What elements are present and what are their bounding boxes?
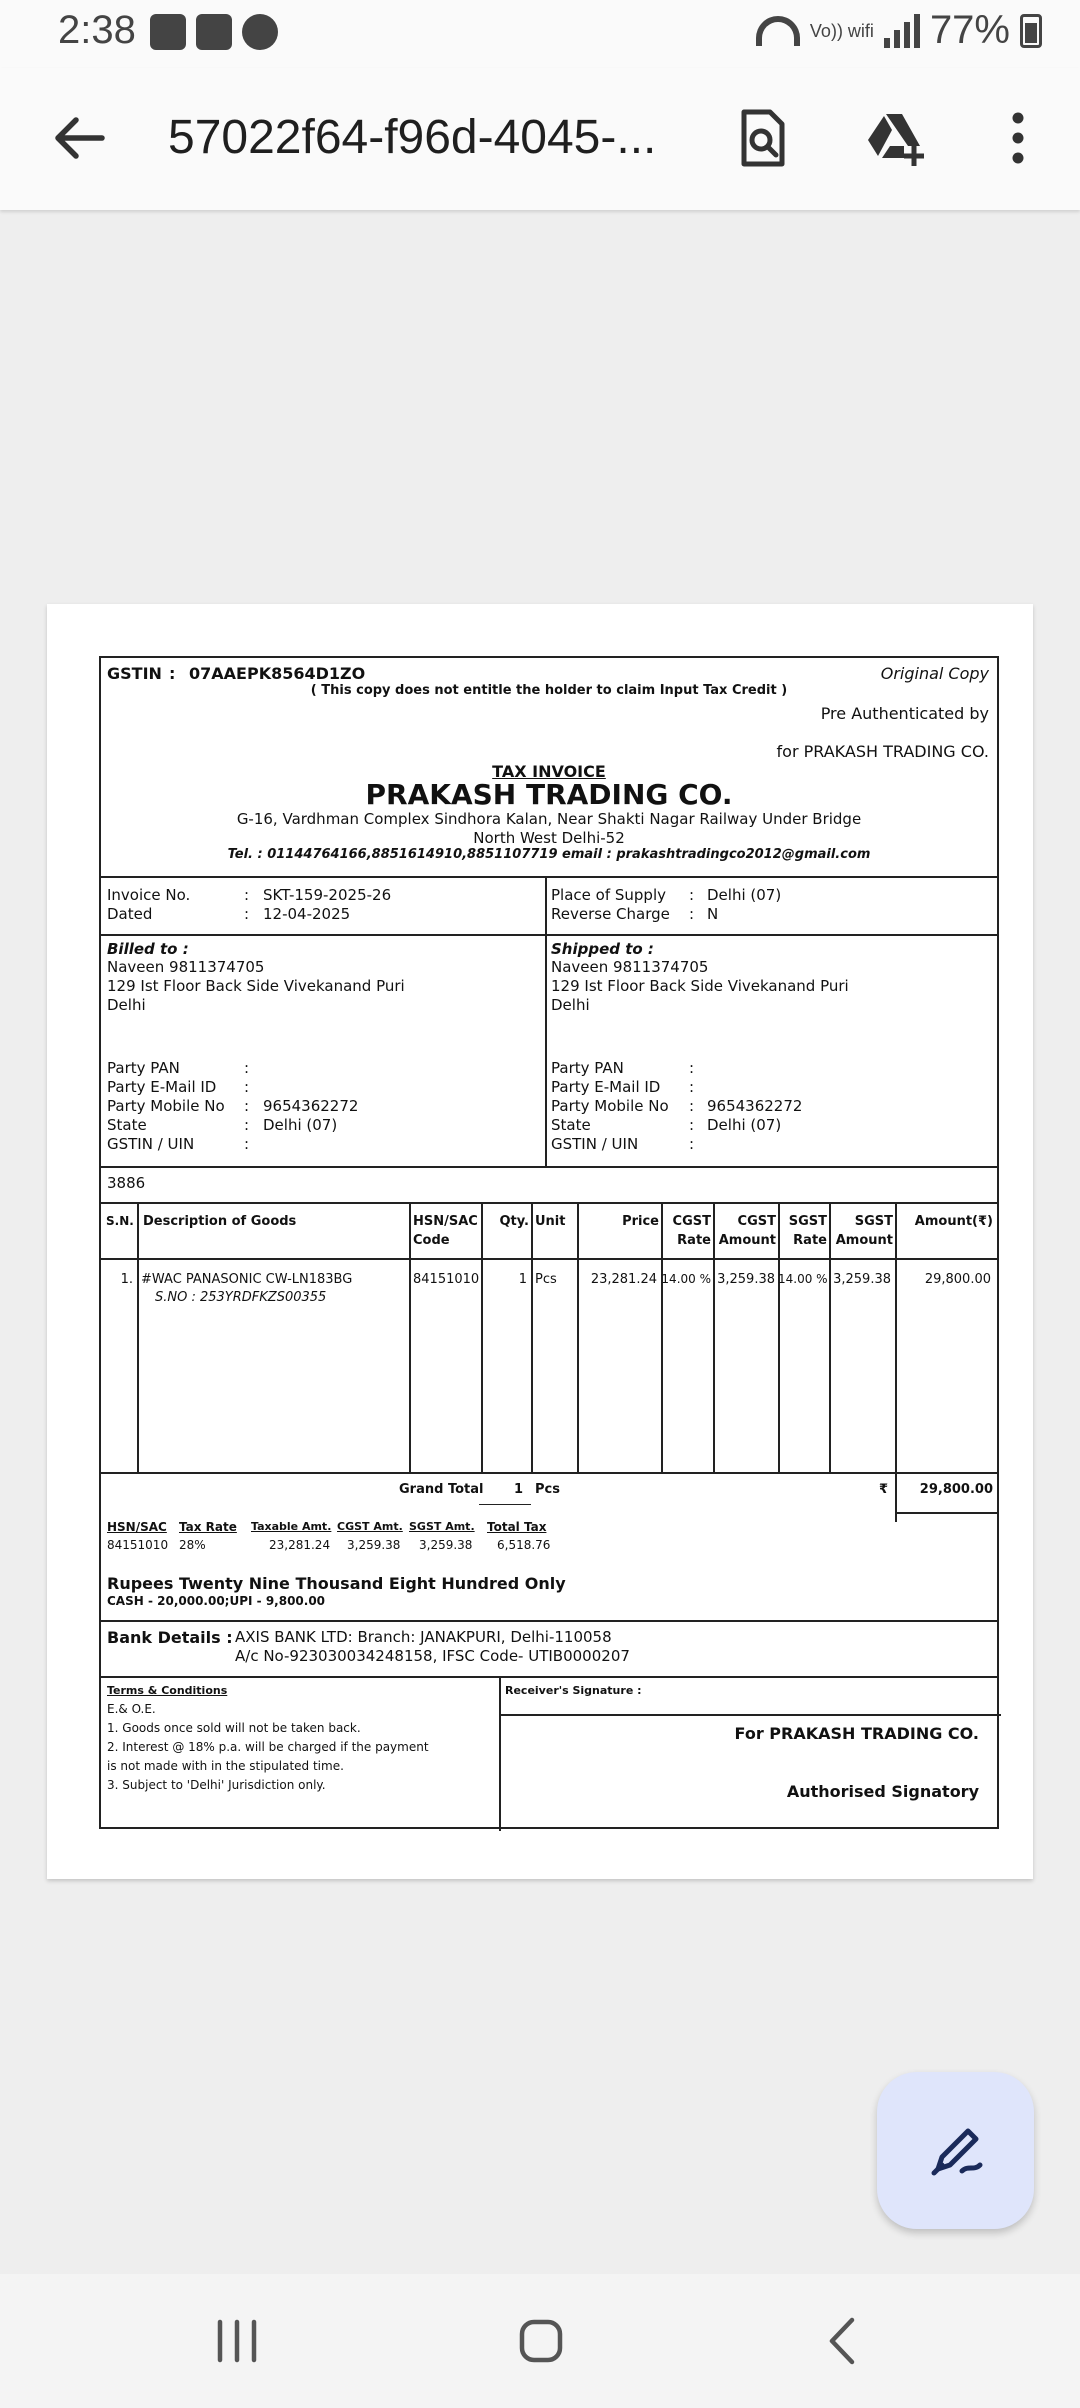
- col-sgst-rate-2: Rate: [793, 1233, 827, 1248]
- shipped-to-heading: Shipped to :: [551, 940, 654, 958]
- payment-details: CASH - 20,000.00;UPI - 9,800.00: [107, 1594, 326, 1608]
- tax-summary-header: Total Tax: [487, 1520, 547, 1534]
- dated-label: Dated: [107, 905, 153, 923]
- place-of-supply: Delhi (07): [707, 886, 782, 904]
- col-hsn-code: Code: [413, 1233, 450, 1248]
- missed-call-icon: [196, 14, 232, 50]
- billed-to-heading: Billed to :: [107, 940, 189, 958]
- status-bar: [0, 0, 1080, 68]
- receiver-signature-label: Receiver's Signature :: [505, 1684, 642, 1697]
- invoice-no: SKT-159-2025-26: [263, 886, 392, 904]
- tax-summary-cell: 23,281.24: [269, 1538, 331, 1552]
- battery-percent: 77%: [929, 8, 1010, 52]
- volte-wifi-label: Vo)) wifi: [809, 20, 874, 41]
- col-price: Price: [622, 1214, 659, 1229]
- billed-gstin-label: GSTIN / UIN: [107, 1135, 195, 1153]
- copy-type: Original Copy: [880, 664, 989, 683]
- doc-title: TAX INVOICE: [492, 762, 606, 781]
- company-address-line1: G-16, Vardhman Complex Sindhora Kalan, Near Shakti Nagar Railway Under Bridge: [236, 810, 862, 828]
- billed-to-address1: 129 Ist Floor Back Side Vivekanand Puri: [107, 977, 405, 995]
- tax-summary-header: CGST Amt.: [337, 1520, 403, 1533]
- chevron-left-icon: [818, 2316, 868, 2366]
- gallery-icon: [150, 14, 186, 50]
- shipped-mobile: 9654362272: [707, 1097, 803, 1115]
- gstin-label: GSTIN: [107, 664, 162, 683]
- tax-summary-header: HSN/SAC: [107, 1520, 167, 1534]
- file-title: 57022f64-f96d-4045-...: [168, 111, 657, 164]
- pdf-page: [47, 604, 1033, 1879]
- tax-summary-cell: 3,259.38: [347, 1538, 401, 1552]
- grand-total-qty: 1: [513, 1482, 523, 1497]
- item-sn: 1.: [120, 1272, 133, 1287]
- billed-state: Delhi (07): [263, 1116, 338, 1134]
- back-button[interactable]: [48, 106, 112, 170]
- terms-title: Terms & Conditions: [107, 1684, 228, 1697]
- item-cgst-amount: 3,259.38: [717, 1272, 775, 1287]
- signal-icon: [884, 14, 920, 48]
- wifi-icon: [756, 16, 800, 46]
- home-button[interactable]: [506, 2306, 576, 2376]
- grand-total-unit: Pcs: [535, 1482, 560, 1497]
- tax-summary-cell: 84151010: [107, 1538, 169, 1552]
- billed-mobile-label: Party Mobile No: [107, 1097, 225, 1115]
- col-cgst-amount: CGST: [737, 1214, 776, 1229]
- authorised-signatory: Authorised Signatory: [786, 1782, 979, 1801]
- for-company-signature: For PRAKASH TRADING CO.: [734, 1724, 979, 1743]
- pen-edit-icon: [924, 2119, 988, 2183]
- bank-details-label: Bank Details :: [107, 1628, 233, 1647]
- battery-icon: [1020, 14, 1042, 48]
- reverse-charge: N: [707, 905, 719, 923]
- col-cgst-amount-2: Amount: [718, 1233, 776, 1248]
- bank-line1: AXIS BANK LTD: Branch: JANAKPURI, Delhi-110058: [235, 1628, 612, 1646]
- billed-pan-label: Party PAN: [107, 1059, 180, 1077]
- more-vert-icon: [986, 106, 1050, 170]
- company-address-line2: North West Delhi-52: [473, 829, 625, 847]
- shipped-email-label: Party E-Mail ID: [551, 1078, 661, 1096]
- whatsapp-icon: [242, 14, 278, 50]
- home-icon: [516, 2316, 566, 2366]
- col-sgst-rate: SGST: [788, 1214, 827, 1229]
- item-qty: 1: [518, 1272, 527, 1287]
- terms-line: is not made with in the stipulated time.: [107, 1759, 344, 1773]
- gstin-value: 07AAEPK8564D1ZO: [189, 664, 366, 683]
- app-bar: [0, 68, 1080, 210]
- col-cgst-rate-2: Rate: [677, 1233, 711, 1248]
- shipped-pan-label: Party PAN: [551, 1059, 624, 1077]
- tax-summary-header: SGST Amt.: [409, 1520, 475, 1533]
- tax-summary-cell: 28%: [179, 1538, 206, 1552]
- tax-invoice: GSTIN : 07AAEPK8564D1ZO Original Copy ( This copy does not entitle the holder to claim Input Tax Credit ) Pre Authenticated by for PRAKASH TRADING CO. TAX INVOICE PRAKASH TRADING CO. G-16, Vardhman Complex Sindhora Kalan, Near Shakti Nagar Railway Under Bridge North West Delhi-52 Tel. : 01144764166,8851614910,8851107719 email : prakashtradingco2012@gmail.com Invoice No. : SKT-159-2025-26 Dated : 12-04-2025 Place of Supply : Delhi (07) Reverse Charge : N Billed to : Naveen 9811374705 129 Ist Floor Back Side Vivekanand Puri Delhi Party PAN : Party E-Mail ID : Party Mobile No : 9654362272 State : Delhi (07) GSTIN / UIN : Shipped to : Naveen 9811374705 129 Ist Floor Back Side Vivekanand Puri Delhi Party PAN : Party E-Mail ID : Party Mobile No : 9654362272 State : Delhi (07) GSTIN / UIN : 3886 S.N. Description of Goods HSN/SAC Code Qty. Unit Price CGST Rate CGST Amount SGST Rate SGST Amount Amount(₹) 1. #WAC PANASONIC CW-LN183BG S.NO : 253YRDFKZS00355 84151010 1 Pcs 23,281.24 14.00 % 3,259.38 14.00 % 3,259.38 29,800.00 Grand Total 1 Pcs ₹ 29,800.00 HSN/SAC Tax Rate Taxable Amt. CGST Amt. SGST Amt. Total Tax 84151010 28% 23,281.24 3,259.38 3,259.38 6,518.76 Rupees Twenty Nine Thousand Eight Hundred Only CASH - 20,000.00;UPI - 9,800.00 Bank Details : AXIS BANK LTD: Branch: JANAKPURI, Delhi-110058 A/c No-923030034248158, IFSC Code- UTIB0000207 Terms & Conditions E.& O.E. 1. Goods once sold will not be taken back. 2. Interest @ 18% p.a. will be charged if the payment is not made with in the stipulated time. 3. Subject to 'Delhi' Jurisdiction only. Receiver's Signature : For PRAKASH TRADING CO. Authorised Signatory: [99, 656, 999, 1829]
- item-unit: Pcs: [535, 1272, 557, 1287]
- company-contact: Tel. : 01144764166,8851614910,8851107719 email : prakashtradingco2012@gmail.com: [227, 847, 871, 862]
- item-sgst-rate: 14.00 %: [778, 1272, 828, 1286]
- billed-to-name: Naveen 9811374705: [107, 958, 265, 976]
- itc-disclaimer: ( This copy does not entitle the holder to claim Input Tax Credit ): [310, 683, 788, 698]
- find-in-page-icon: [730, 106, 794, 170]
- billed-email-label: Party E-Mail ID: [107, 1078, 217, 1096]
- item-price: 23,281.24: [590, 1272, 657, 1287]
- shipped-state: Delhi (07): [707, 1116, 782, 1134]
- arrow-left-icon: [48, 106, 112, 170]
- pre-authenticated: Pre Authenticated by: [820, 704, 989, 723]
- more-options-button[interactable]: [986, 106, 1050, 170]
- col-sgst-amount: SGST: [854, 1214, 893, 1229]
- terms-line: 2. Interest @ 18% p.a. will be charged if the payment: [107, 1740, 429, 1754]
- col-unit: Unit: [535, 1214, 566, 1229]
- shipped-gstin-label: GSTIN / UIN: [551, 1135, 639, 1153]
- col-cgst-rate: CGST: [672, 1214, 711, 1229]
- shipped-to-address2: Delhi: [551, 996, 590, 1014]
- reference-number: 3886: [107, 1174, 146, 1192]
- terms-line: 1. Goods once sold will not be taken back.: [107, 1721, 361, 1735]
- bank-line2: A/c No-923030034248158, IFSC Code- UTIB0000207: [235, 1647, 630, 1665]
- item-serial-no: S.NO : 253YRDFKZS00355: [155, 1290, 327, 1305]
- shipped-mobile-label: Party Mobile No: [551, 1097, 669, 1115]
- company-name: PRAKASH TRADING CO.: [365, 778, 733, 811]
- place-of-supply-label: Place of Supply: [551, 886, 666, 904]
- item-hsn: 84151010: [413, 1272, 480, 1287]
- item-amount: 29,800.00: [924, 1272, 991, 1287]
- invoice-date: 12-04-2025: [263, 905, 351, 923]
- add-to-drive-button[interactable]: [864, 106, 928, 170]
- reverse-charge-label: Reverse Charge: [551, 905, 670, 923]
- item-cgst-rate: 14.00 %: [661, 1272, 711, 1286]
- amount-in-words: Rupees Twenty Nine Thousand Eight Hundred Only: [107, 1574, 566, 1593]
- rupee-symbol: ₹: [879, 1482, 889, 1497]
- tax-summary-header: Tax Rate: [179, 1520, 237, 1534]
- billed-to-address2: Delhi: [107, 996, 146, 1014]
- col-sn: S.N.: [106, 1214, 134, 1228]
- system-icons: [756, 8, 1042, 53]
- billed-mobile: 9654362272: [263, 1097, 359, 1115]
- tax-summary-cell: 6,518.76: [497, 1538, 551, 1552]
- shipped-state-label: State: [551, 1116, 591, 1134]
- navigation-bar: [0, 2274, 1080, 2408]
- col-description: Description of Goods: [143, 1214, 297, 1229]
- drive-add-icon: [864, 106, 928, 170]
- item-description: #WAC PANASONIC CW-LN183BG: [141, 1272, 353, 1287]
- terms-line: 3. Subject to 'Delhi' Jurisdiction only.: [107, 1778, 326, 1792]
- shipped-to-name: Naveen 9811374705: [551, 958, 709, 976]
- status-time: 2:38: [58, 8, 136, 52]
- nav-back-button[interactable]: [808, 2306, 878, 2376]
- col-sgst-amount-2: Amount: [835, 1233, 893, 1248]
- shipped-to-address1: 129 Ist Floor Back Side Vivekanand Puri: [551, 977, 849, 995]
- billed-state-label: State: [107, 1116, 147, 1134]
- tax-summary-cell: 3,259.38: [419, 1538, 473, 1552]
- item-sgst-amount: 3,259.38: [833, 1272, 891, 1287]
- for-company: for PRAKASH TRADING CO.: [776, 742, 989, 761]
- edit-button[interactable]: [877, 2072, 1034, 2229]
- grand-total-label: Grand Total: [399, 1482, 484, 1497]
- recents-button[interactable]: [202, 2306, 272, 2376]
- notification-icons: [150, 14, 278, 50]
- terms-line: E.& O.E.: [107, 1702, 156, 1716]
- tax-summary-header: Taxable Amt.: [251, 1520, 332, 1533]
- recents-icon: [212, 2316, 262, 2366]
- search-document-button[interactable]: [730, 106, 794, 170]
- col-hsn: HSN/SAC: [413, 1214, 478, 1229]
- col-amount: Amount(₹): [914, 1214, 993, 1229]
- col-qty: Qty.: [499, 1214, 529, 1229]
- invoice-no-label: Invoice No.: [107, 886, 191, 904]
- grand-total-amount: 29,800.00: [919, 1482, 993, 1497]
